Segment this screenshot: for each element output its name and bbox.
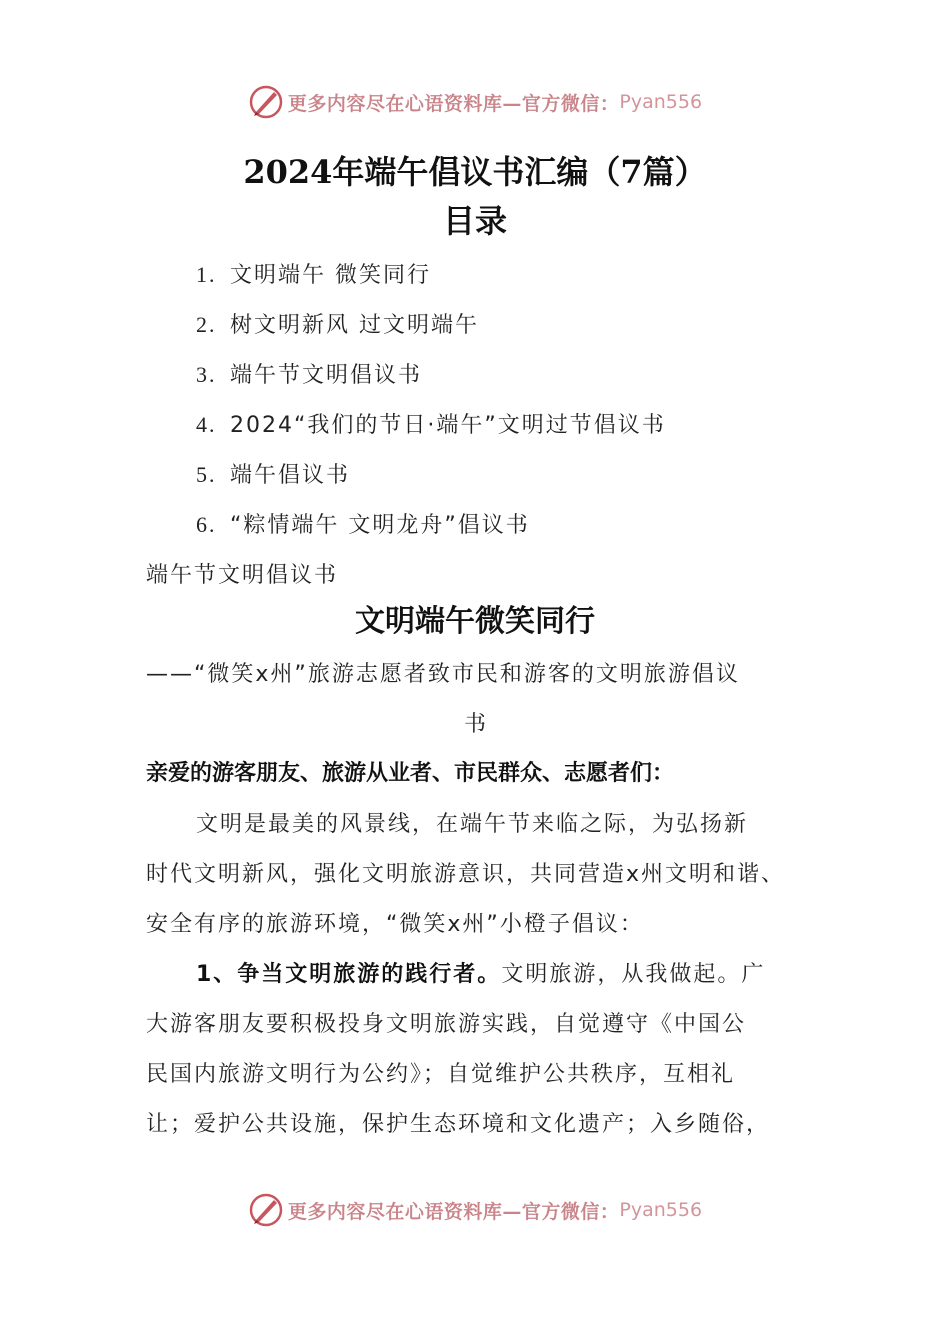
- toc-item-number: 4.: [196, 412, 217, 437]
- paragraph-line: 民国内旅游文明行为公约》；自觉维护公共秩序，互相礼: [146, 1062, 736, 1087]
- pen-logo-icon: [248, 1192, 284, 1228]
- paragraph-intro: [146, 800, 826, 950]
- toc-item-label: “粽情端午 文明龙舟”倡议书: [230, 513, 530, 538]
- watermark-text: 更多内容尽在心语资料库—官方微信：: [287, 92, 620, 115]
- article-subtitle: [146, 650, 806, 750]
- toc-item-number: 5.: [196, 462, 217, 487]
- watermark-wechat-id: Pyan556: [619, 91, 703, 113]
- document-title: 2024年端午倡议书汇编（7篇）: [243, 153, 707, 191]
- point-text: 文明旅游，从我做起。广: [501, 962, 766, 987]
- subtitle-line: ——“微笑x州”旅游志愿者致市民和游客的文明旅游倡议: [146, 662, 740, 687]
- toc-heading: 目录: [442, 202, 507, 240]
- subtitle-line: 书: [463, 712, 488, 737]
- toc-item[interactable]: [196, 452, 666, 502]
- point-heading: 1、争当文明旅游的践行者。: [196, 962, 502, 987]
- paragraph-line: [146, 950, 826, 1000]
- toc-item-number: 1.: [196, 262, 217, 287]
- pen-logo-icon: [248, 84, 284, 120]
- toc-item-label: 端午节文明倡议书: [230, 363, 423, 388]
- toc-item-label: 文明端午 微笑同行: [230, 263, 431, 288]
- article-title: 文明端午微笑同行: [355, 604, 595, 639]
- paragraph-line: 时代文明新风，强化文明旅游意识，共同营造x州文明和谐、: [146, 862, 786, 887]
- section-label: 端午节文明倡议书: [146, 563, 339, 588]
- toc-item-label: 端午倡议书: [230, 463, 351, 488]
- watermark-banner-bottom: [0, 1190, 950, 1230]
- toc-item-number: 2.: [196, 312, 217, 337]
- toc-item[interactable]: [196, 402, 666, 452]
- paragraph-line: 让；爱护公共设施，保护生态环境和文化遗产；入乡随俗，: [146, 1112, 771, 1137]
- toc-item[interactable]: [196, 302, 666, 352]
- greeting: 亲爱的游客朋友、旅游从业者、市民群众、志愿者们：: [146, 761, 675, 786]
- toc-item[interactable]: [196, 502, 666, 552]
- watermark-wechat-id: Pyan556: [619, 1199, 703, 1221]
- paragraph-point-1: [146, 950, 826, 1150]
- watermark-text: 更多内容尽在心语资料库—官方微信：: [287, 1200, 620, 1223]
- paragraph-line: 大游客朋友要积极投身文明旅游实践，自觉遵守《中国公: [146, 1012, 747, 1037]
- toc-item-label: 2024“我们的节日·端午”文明过节倡议书: [230, 413, 666, 438]
- paragraph-line: 安全有序的旅游环境，“微笑x州”小橙子倡议：: [146, 912, 644, 937]
- toc-item-label: 树文明新风 过文明端午: [230, 313, 479, 338]
- toc-item-number: 3.: [196, 362, 217, 387]
- paragraph-line: 文明是最美的风景线，在端午节来临之际，为弘扬新: [196, 812, 749, 837]
- watermark-banner-top: [0, 82, 950, 122]
- table-of-contents: [196, 252, 666, 552]
- toc-item-number: 6.: [196, 512, 217, 537]
- toc-item[interactable]: [196, 252, 666, 302]
- toc-item[interactable]: [196, 352, 666, 402]
